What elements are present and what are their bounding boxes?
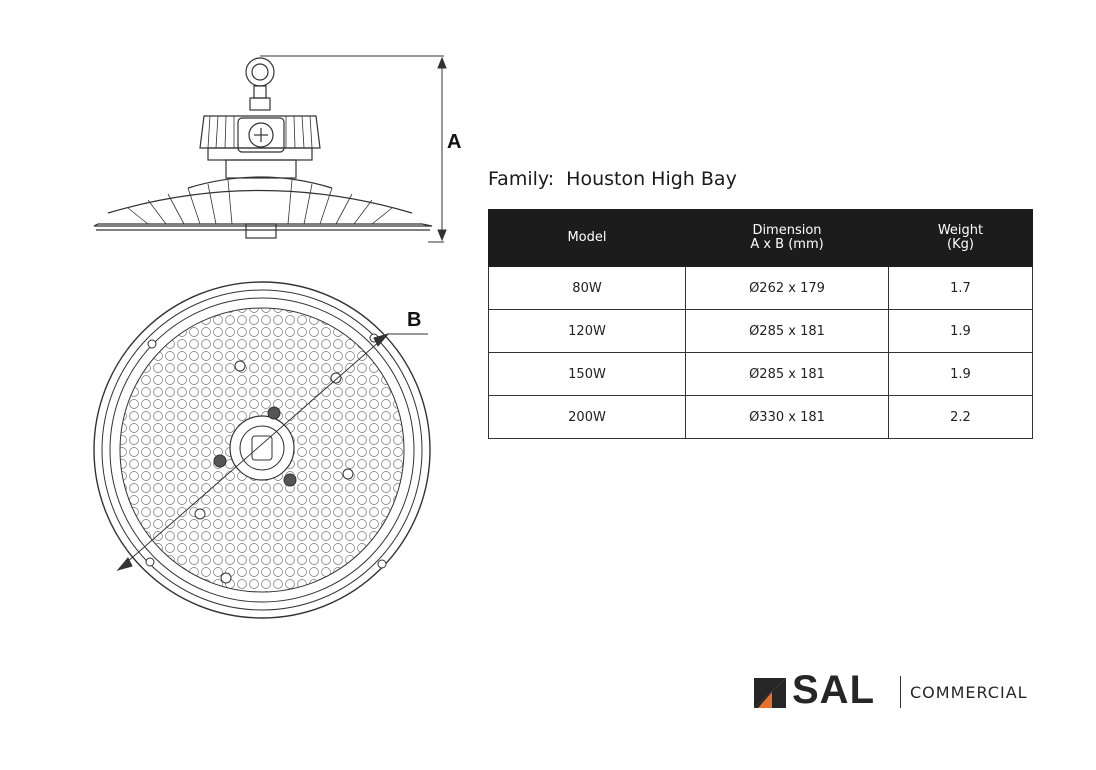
family-value: Houston High Bay [566,168,737,190]
cell-model: 120W [489,310,686,353]
cell-weight: 1.7 [889,267,1033,310]
cell-dimension: Ø285 x 181 [686,353,889,396]
logo-brand-text: SAL [792,668,875,712]
table-row [489,396,1033,439]
table-row [489,267,1033,310]
header-weight: Weight (Kg) [889,210,1033,267]
cell-dimension: Ø330 x 181 [686,396,889,439]
table-row [489,353,1033,396]
table-header-row [489,210,1033,267]
cell-model: 80W [489,267,686,310]
table-row [489,310,1033,353]
cell-model: 150W [489,353,686,396]
family-label: Family: [488,168,555,190]
cell-weight: 1.9 [889,310,1033,353]
cell-dimension: Ø285 x 181 [686,310,889,353]
logo-division-text: COMMERCIAL [910,683,1028,702]
cell-weight: 2.2 [889,396,1033,439]
cell-weight: 1.9 [889,353,1033,396]
spec-table [488,209,1033,439]
top-view-drawing [92,278,437,623]
header-dimension: Dimension A x B (mm) [686,210,889,267]
cell-model: 200W [489,396,686,439]
family-heading [488,168,737,190]
header-model: Model [489,210,686,267]
logo-mark-icon [754,678,786,708]
dimension-b-label: B [407,309,422,331]
dimension-a-label: A [447,131,462,153]
eye-bolt-ring [246,58,274,86]
side-view-drawing [88,48,468,248]
cell-dimension: Ø262 x 179 [686,267,889,310]
logo-divider [900,676,901,708]
sal-commercial-logo [754,668,1034,714]
